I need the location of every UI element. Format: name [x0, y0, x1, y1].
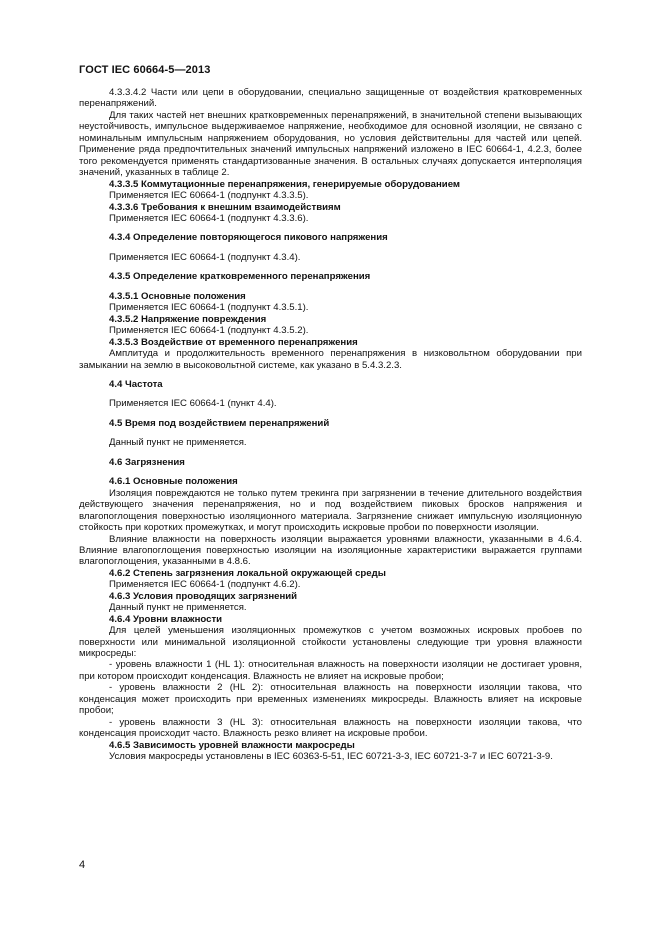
section-heading: 4.3.3.5 Коммутационные перенапряжения, генерируемые оборудованием [109, 178, 460, 190]
page-number: 4 [79, 859, 86, 871]
paragraph: Применяется IEC 60664-1 (подпункт 4.3.3.6). [109, 212, 309, 224]
paragraph: Изоляция повреждаются не только путем трекинга при загрязнении в течение длительного воздействия действующего значения перенапряжения, но и под воздействием пиковых бросков напряжения и влагопоглощения поверхностью изоляционного материала. Загрязнение снижает импульсную изоляционную стойкость при коротких промежутках, и могут происходить искровые пробои по поверхности изоляции. [79, 487, 582, 534]
section-heading: 4.3.5 Определение кратковременного перенапряжения [109, 271, 371, 283]
paragraph: Применяется IEC 60664-1 (подпункт 4.6.2). [109, 579, 301, 591]
section-heading: 4.3.4 Определение повторяющегося пикового напряжения [109, 232, 388, 244]
paragraph: Применяется IEC 60664-1 (подпункт 4.3.4). [109, 251, 301, 263]
paragraph: Применяется IEC 60664-1 (подпункт 4.3.3.5). [109, 190, 309, 202]
section-heading: 4.6.4 Уровни влажности [109, 613, 223, 625]
paragraph: 4.3.3.4.2 Части или цепи в оборудовании, специально защищенные от воздействия кратковременных перенапряжений. [79, 87, 582, 110]
section-heading: 4.4 Частота [109, 378, 163, 390]
list-item: - уровень влажности 3 (HL 3): относительная влажность на поверхности изоляции такова, что конденсация происходит часто. Влажность резко влияет на искровые пробои. [79, 716, 582, 740]
list-item: - уровень влажности 2 (HL 2): относительная влажность на поверхности изоляции такова, что конденсация может происходить при временных изменениях микросреды. Влажность влияет на искровые пробои; [79, 682, 582, 717]
paragraph: Данный пункт не применяется. [109, 602, 247, 614]
paragraph: Применяется IEC 60664-1 (подпункт 4.3.5.1). [109, 302, 309, 314]
section-heading: 4.3.5.1 Основные положения [109, 290, 246, 302]
section-heading: 4.6.3 Условия проводящих загрязнений [109, 590, 298, 602]
paragraph: Применяется IEC 60664-1 (пункт 4.4). [109, 398, 277, 410]
section-heading: 4.3.5.3 Воздействие от временного перенапряжения [109, 336, 358, 348]
section-heading: 4.5 Время под воздействием перенапряжений [109, 417, 330, 429]
paragraph: Данный пункт не применяется. [109, 437, 247, 449]
section-heading: 4.6.2 Степень загрязнения локальной окружающей среды [109, 567, 386, 579]
document-body [79, 87, 582, 763]
paragraph: Для целей уменьшения изоляционных промежутков с учетом возможных искровых пробоев по поверхности или минимальной изоляционной стойкости установлены следующие три уровня влажности микросреды: [79, 625, 582, 660]
paragraph: Применяется IEC 60664-1 (подпункт 4.3.5.2). [109, 325, 309, 337]
document-header: ГОСТ IEC 60664-5—2013 [79, 64, 211, 76]
section-heading: 4.3.3.6 Требования к внешним взаимодействиям [109, 201, 341, 213]
paragraph: Условия макросреды установлены в IEC 60363-5-51, IEC 60721-3-3, IEC 60721-3-7 и IEC 60721-3-9. [109, 751, 553, 763]
section-heading: 4.6.5 Зависимость уровней влажности макросреды [109, 739, 355, 751]
section-heading: 4.6.1 Основные положения [109, 476, 238, 488]
paragraph: Амплитуда и продолжительность временного перенапряжения в низковольтном оборудовании при замыкании на землю в высоковольтной системе, как указано в 5.4.3.2.3. [79, 348, 582, 371]
paragraph: Для таких частей нет внешних кратковременных перенапряжений, в значительной степени вызывающих неустойчивость, импульсное выдерживаемое напряжение, необходимое для основной изоляции, не связано с номинальным импульсным напряжением оборудования, но условия действительны для частей или цепей. Применение ряда предпочтительных значений импульсных напряжений изложено в IEC 60664-1, 4.2.3, более того рекомендуется применять стандартизованные значения. В остальных случаях допускается интерполяция значений, указанных в таблице 2. [79, 109, 582, 179]
section-heading: 4.6 Загрязнения [109, 456, 185, 468]
paragraph: Влияние влажности на поверхность изоляции выражается уровнями влажности, указанными в 4.6.4. Влияние влагопоглощения поверхностью изоляции на изоляционные характеристики выражается группами влагопоглощения, указанными в 4.8.6. [79, 533, 582, 568]
section-heading: 4.3.5.2 Напряжение повреждения [109, 313, 267, 325]
list-item: - уровень влажности 1 (HL 1): относительная влажность на поверхности изоляции не достигает уровня, при котором происходит конденсация. Влажность не влияет на искровые пробои; [79, 659, 582, 682]
